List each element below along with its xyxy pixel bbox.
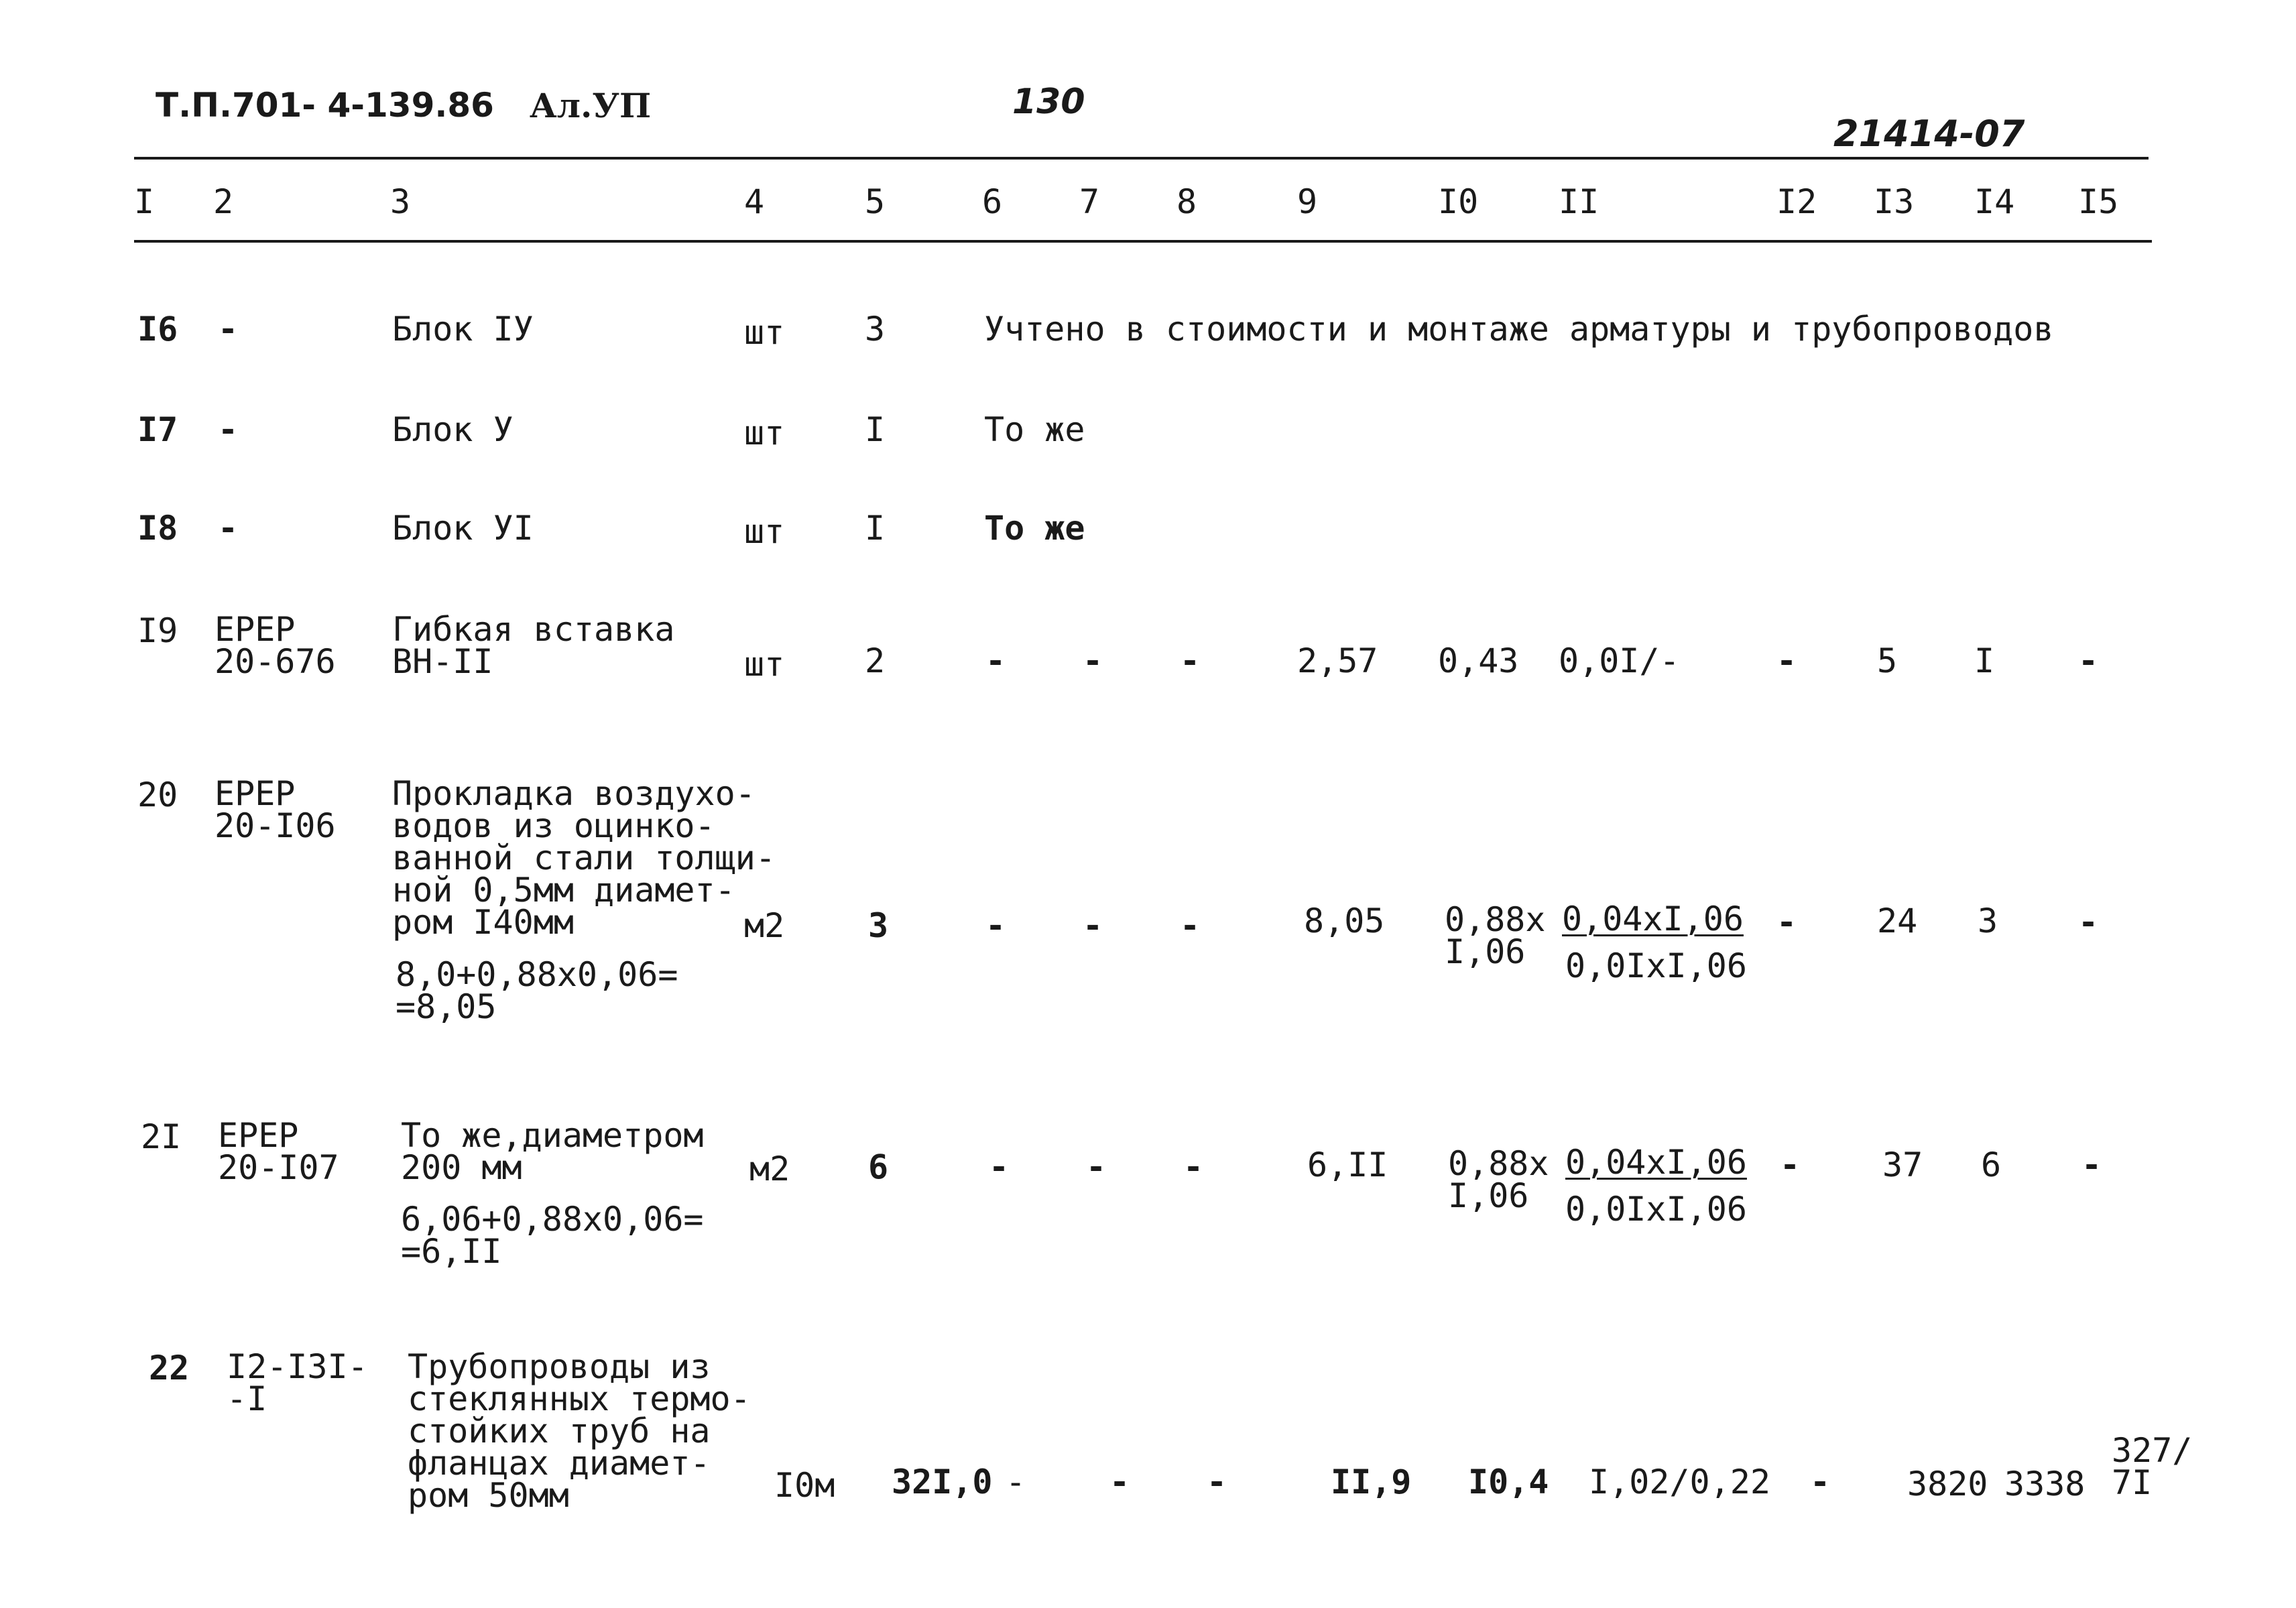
- row-col6: -: [985, 641, 1006, 680]
- row-unit: шт: [744, 313, 785, 352]
- column-number: 3: [390, 182, 411, 221]
- row-col8: -: [1183, 1148, 1204, 1186]
- row-unit: шт: [744, 512, 785, 551]
- row-qty: 32I,0: [892, 1463, 993, 1501]
- row-col6: -: [985, 906, 1006, 945]
- row-number: 2I: [141, 1117, 182, 1156]
- row-unit: I0м: [774, 1466, 835, 1505]
- row-name: Трубопроводы из стеклянных термо- стойких труб на фланцах диамет- ром 50мм: [408, 1347, 751, 1515]
- row-col9: II,9: [1331, 1463, 1412, 1501]
- row-col9: 6,II: [1307, 1146, 1388, 1184]
- column-number: I: [134, 182, 155, 221]
- row-code: I2-I3I- -I: [227, 1347, 368, 1418]
- column-number: II: [1559, 182, 1599, 221]
- row-col14: 3: [1978, 902, 1998, 940]
- row-col10: I0,4: [1468, 1463, 1549, 1501]
- row-code: ЕРЕР 20-I06: [215, 774, 336, 845]
- row-col6: -: [1006, 1463, 1026, 1501]
- album-label: Ал.УП: [530, 86, 652, 125]
- row-name: То же,диаметром 200 мм: [401, 1116, 704, 1187]
- row-col6: -: [989, 1148, 1010, 1186]
- row-unit: м2: [744, 906, 785, 945]
- column-number: I3: [1874, 182, 1915, 221]
- row-col14: 3338: [2004, 1465, 2086, 1503]
- row-calc: 6,06+0,88х0,06= =6,II: [401, 1200, 704, 1271]
- column-number: 9: [1297, 182, 1318, 221]
- row-col13: 5: [1877, 641, 1898, 680]
- row-col12: -: [1810, 1463, 1831, 1501]
- row-col15: -: [2078, 903, 2099, 942]
- column-number: 2: [213, 182, 234, 221]
- row-col11: I,02/0,22: [1589, 1463, 1770, 1501]
- row-qty: 3: [868, 906, 889, 945]
- row-qty: I: [865, 410, 886, 449]
- row-name: Блок У: [392, 410, 513, 449]
- row-unit: шт: [744, 414, 785, 452]
- column-number: 7: [1079, 182, 1100, 221]
- row-col7: -: [1083, 641, 1103, 680]
- column-number: 6: [982, 182, 1003, 221]
- row-col8: -: [1207, 1463, 1227, 1501]
- row-col13: 37: [1882, 1146, 1923, 1184]
- row-name: Прокладка воздухо- водов из оцинко- ванной стали толщи- ной 0,5мм диамет- ром I40мм: [392, 774, 776, 942]
- row-col9: 8,05: [1304, 902, 1385, 940]
- row-code: -: [218, 410, 239, 449]
- row-unit: м2: [749, 1150, 790, 1188]
- row-qty: I: [865, 509, 886, 548]
- row-qty: 6: [868, 1148, 889, 1186]
- column-number: I5: [2078, 182, 2119, 221]
- row-col8: -: [1180, 906, 1201, 945]
- column-number: I0: [1438, 182, 1479, 221]
- row-name: Блок IУ: [392, 310, 534, 349]
- row-col12: -: [1776, 903, 1797, 942]
- column-number: 4: [744, 182, 765, 221]
- row-unit: шт: [744, 645, 785, 684]
- row-number: I6: [137, 310, 178, 349]
- row-col9: 2,57: [1297, 641, 1378, 680]
- row-col15: 327/ 7I: [2112, 1431, 2193, 1502]
- row-col12: -: [1776, 641, 1797, 680]
- row-code: ЕРЕР 20-I07: [218, 1116, 339, 1187]
- row-note: То же: [984, 410, 1085, 449]
- row-number: 22: [149, 1349, 190, 1387]
- header-rule: [134, 240, 2152, 243]
- row-number: I8: [137, 509, 178, 548]
- row-col15: -: [2078, 641, 2099, 680]
- row-col14: I: [1974, 641, 1995, 680]
- row-col13: 24: [1877, 902, 1918, 940]
- row-name: Блок УI: [392, 509, 534, 548]
- row-col10: 0,43: [1438, 641, 1519, 680]
- row-col10: 0,88х I,06: [1448, 1144, 1549, 1215]
- row-col11-top: 0,04хI,06: [1565, 1143, 1747, 1182]
- row-number: I7: [137, 410, 178, 449]
- row-code: -: [218, 310, 239, 349]
- document-code: Т.П.701- 4-139.86: [156, 86, 494, 125]
- row-col13: 3820: [1907, 1465, 1988, 1503]
- row-qty: 2: [865, 641, 886, 680]
- page-number: 130: [1012, 82, 1085, 122]
- column-number: 5: [865, 182, 886, 221]
- row-calc: 8,0+0,88х0,06= =8,05: [396, 955, 678, 1026]
- row-qty: 3: [865, 310, 886, 349]
- row-col15: -: [2081, 1146, 2102, 1184]
- row-code: -: [218, 509, 239, 548]
- row-col7: -: [1086, 1148, 1107, 1186]
- top-rule: [134, 157, 2149, 160]
- row-col11: 0,0I/-: [1559, 641, 1680, 680]
- row-col11-bottom: 0,0IхI,06: [1565, 946, 1747, 985]
- row-note: То же: [984, 509, 1085, 548]
- row-col11-bottom: 0,0IхI,06: [1565, 1190, 1747, 1229]
- column-number: 8: [1176, 182, 1197, 221]
- row-col7: -: [1109, 1463, 1130, 1501]
- column-number: I2: [1776, 182, 1817, 221]
- row-number: I9: [137, 611, 178, 650]
- row-col10: 0,88х I,06: [1445, 900, 1546, 971]
- row-note: Учтено в стоимости и монтаже арматуры и трубопроводов: [984, 310, 2054, 349]
- row-name: Гибкая вставка ВН-II: [392, 610, 675, 681]
- row-col11-top: 0,04хI,06: [1562, 900, 1744, 938]
- row-col14: 6: [1981, 1146, 2002, 1184]
- row-col7: -: [1083, 906, 1103, 945]
- column-number: I4: [1974, 182, 2015, 221]
- row-col8: -: [1180, 641, 1201, 680]
- row-number: 20: [137, 776, 178, 814]
- row-col12: -: [1780, 1146, 1801, 1184]
- row-code: ЕРЕР 20-676: [215, 610, 336, 681]
- stamp-number: 21414-07: [1833, 113, 2025, 155]
